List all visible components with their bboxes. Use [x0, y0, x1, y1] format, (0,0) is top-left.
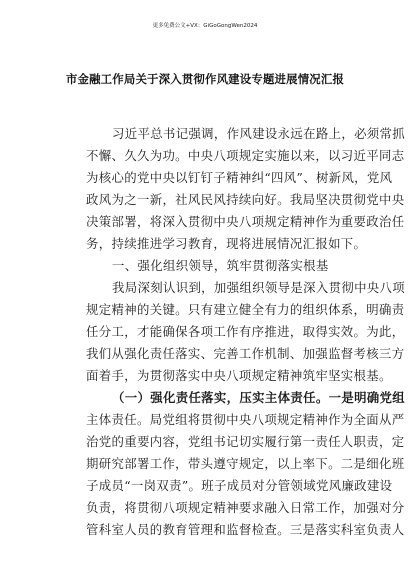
paragraph-line: 决策部署，将深入贯彻中央八项规定精神作为重要政治任 [86, 214, 405, 229]
paragraph-line: 治党的重要内容，党组书记切实履行第一责任人职责，定 [86, 434, 405, 449]
paragraph-line: 我局深刻认识到，加强组织领导是深入贯彻中央八项 [112, 280, 406, 295]
section-heading: 一、强化组织领导，筑牢贯彻落实根基 [112, 258, 329, 273]
paragraph-line: 习近平总书记强调，作风建设永远在路上，必须常抓 [112, 126, 406, 141]
paragraph-line: 不懈、久久为功。中央八项规定实施以来，以习近平同志 [86, 148, 405, 163]
header-note: 更多免费公文+VX：GiGoGongWen2024 [152, 23, 258, 29]
paragraph-line: 面着手，为贯彻落实中央八项规定精神筑牢坚实根基。 [86, 368, 392, 383]
paragraph-line: 务，持续推进学习教育，现将进展情况汇报如下。 [86, 236, 367, 251]
paragraph-line: 我们从强化责任落实、完善工作机制、加强监督考核三方 [86, 346, 405, 361]
document-title: 市金融工作局关于深入贯彻作风建设专题进展情况汇报 [65, 72, 345, 86]
subsection-heading: （一）强化责任落实，压实主体责任。一是明确党组 [112, 390, 406, 405]
paragraph-line: 负责，将贯彻八项规定精神要求融入日常工作，加强对分 [86, 500, 405, 515]
paragraph-line: 管科室人员的教育管理和监督检查。三是落实科室负责人 [86, 522, 405, 537]
paragraph-line: 为核心的党中央以钉钉子精神纠“四风”、树新风，党风 [86, 170, 393, 185]
paragraph-line: 主体责任。局党组将贯彻中央八项规定精神作为全面从严 [86, 412, 405, 427]
paragraph-line: 期研究部署工作，带头遵守规定，以上率下。二是细化班 [86, 456, 405, 471]
paragraph-line: 子成员“一岗双责”。班子成员对分管领域党风廉政建设 [86, 478, 393, 493]
paragraph-line: 政风为之一新，社风民风持续向好。我局坚决贯彻党中央 [86, 192, 405, 207]
paragraph-line: 规定精神的关键。只有建立健全有力的组织体系，明确责 [86, 302, 405, 317]
paragraph-line: 任分工，才能确保各项工作有序推进，取得实效。为此， [86, 324, 405, 339]
